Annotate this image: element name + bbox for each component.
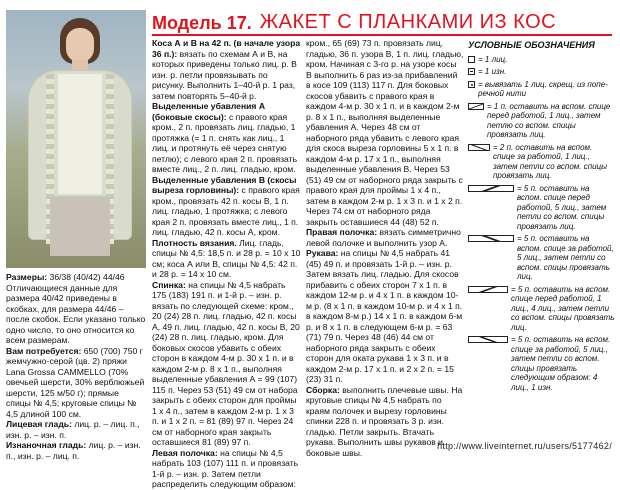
cable-2-1-back-symbol-icon <box>468 144 490 151</box>
materials-paragraph <box>6 346 146 420</box>
cable-1-1-front-symbol-icon <box>468 103 484 110</box>
column-instructions-1 <box>152 38 302 490</box>
right-front-paragraph <box>306 227 464 248</box>
column-instructions-2 <box>306 38 464 458</box>
left-front-continued: кром., 65 (69) 73 п. провязать лиц. гладью, 36 п. узора В, 1 п. лиц. гладью, кром. Начиная с 3-го р. на узоре косы В выполнить 6 раз из-за прибавлений в косе 109 (113) 117 п. Для боковых скосов убавить с правого края в каждом 4-м р. 30 х 1 п. и в каждом 2-м р. 8 х 1 п., выполняя выделенные убавления А. Через 48 см от наборного ряда убавить с левого края для скоса выреза горловины 5 х 1 п. в каждом 4-м р. 17 х 1 п., выполняя выделенные убавления В. Через 53 (51) 49 см от наборного ряда закрыть с правого края для проймы 1 х 4 п., затем в каждом 2-м р. 1 х 3 п. и 1 х 2 п. Через 74 см от наборного ряда закрыть оставшиеся 44 (48) 52 п. <box>306 38 464 227</box>
legend-text: = 1 лиц. <box>478 54 508 64</box>
face-stitch-text: лиц. р. – лиц. п., изн. р. – изн. п. <box>6 419 140 440</box>
materials-label: Вам потребуется: <box>6 345 82 356</box>
decrease-b-paragraph <box>152 175 302 238</box>
legend-title: УСЛОВНЫЕ ОБОЗНАЧЕНИЯ <box>468 40 595 50</box>
right-front-text: вязать симметрично левой полочке и выполнить узор А. <box>306 227 461 248</box>
sizes-note: Отличающиеся данные для размера 40/42 приведены в скобках, для размера 44/46 – после скобок. Если указано только одно число, то оно относится ко всем размерам. <box>6 282 146 345</box>
model-number: Модель 17. <box>152 13 252 33</box>
left-front-text: на спицы № 4,5 набрать 103 (107) 111 п. и провязать 1-й р. – изн. р. Затем петли распределить следующим образом: <box>152 447 299 489</box>
sleeve-paragraph <box>306 248 464 385</box>
legend-item <box>468 285 616 333</box>
purl-stitch-label: Изнаночная гладь: <box>6 440 87 450</box>
assembly-text: выполнить плечевые швы. На круговые спицы № 4,5 набрать по краям полочек и вырезу горловины спинки 228 п. и провязать 3 р. изн. гладью. Петли закрыть. Втачать рукава. Выполнить швы рукавов и боковые швы. <box>306 384 463 458</box>
gauge-text: Лиц. гладь, спицы № 4,5: 18,5 п. и 28 р. = 10 х 10 см; коса А или В, спицы № 4,5: 42 п. и 28 р. = 14 х 10 см. <box>152 237 301 279</box>
cable-paragraph <box>152 38 302 101</box>
legend-item <box>468 335 616 392</box>
decrease-b-label: Выделенные убавления В (скосы выреза горловины): <box>152 174 297 195</box>
face-stitch-paragraph <box>6 419 146 440</box>
back-paragraph <box>152 280 302 448</box>
source-url: http://www.liveinternet.ru/users/5177462/ <box>437 441 612 451</box>
legend-item <box>468 55 616 65</box>
legend-text: = вывязать 1 лиц. скрещ. из поперечной нити <box>478 79 608 98</box>
legend-text: = 5 п. оставить на вспом. спице за работой, 5 лиц., затем петли со вспом. спицы провязать следующим образом: 4 лиц., 1 изн. <box>511 335 611 392</box>
photo-top <box>58 74 102 194</box>
cable-5-5-back-symbol-icon <box>468 235 514 242</box>
model-name: ЖАКЕТ С ПЛАНКАМИ ИЗ КОС <box>259 11 557 33</box>
cable-5-1-4-front-symbol-icon <box>468 286 508 293</box>
legend <box>468 40 616 395</box>
model-photo <box>6 10 146 268</box>
photo-skirt <box>50 196 110 256</box>
legend-text: = 5 п. оставить на вспом. спице перед работой, 5 лиц., затем петли со вспом. спицы провязать лиц. <box>517 183 607 231</box>
decrease-a-text: с правого края кром., 2 п. провязать лиц. гладью, 1 протяжка (= 1 п. снять как лиц., 1 лиц. и протянуть её через снятую петлю); с левого края 2 п. провязать вместе лиц., 2 п. лиц. гладью, кром. <box>152 111 298 174</box>
legend-text: = 2 п. оставить на вспом. спице за работой, 1 лиц., затем петли со вспом. спицы провязать лиц. <box>493 142 608 180</box>
materials-text: 650 (700) 750 г жемчужно-серой (цв. 2) пряжи Lana Grossa CAMMELLO (70% овечьей шерсти, 30% верблюжьей шерсти, 125 м/50 г); прямые спицы № 4,5; круговые спицы № 4,5 длиной 100 см. <box>6 345 145 419</box>
right-front-label: Правая полочка: <box>306 227 378 237</box>
assembly-label: Сборка: <box>306 384 340 395</box>
decrease-a-paragraph <box>152 101 302 175</box>
purl-symbol-icon <box>468 68 475 75</box>
decrease-b-text: с правого края кром., провязать 42 п. косы В, 1 п. лиц. гладью, 1 протяжка; с левого края 2 п. провязать вместе лиц., 1 п. лиц. гладью, 42 п. косы А, кром. <box>152 185 300 237</box>
gauge-paragraph <box>152 238 302 280</box>
legend-item <box>468 102 616 140</box>
cable-text: вязать по схемам А и В, на которых приведены только лиц. р. В изн. р. петли провязывать по рисунку. Выполнить 1–40-й р. 1 раз, затем повторять 5–40-й р. <box>152 48 297 101</box>
sizes-paragraph <box>6 272 146 283</box>
legend-item <box>468 184 616 232</box>
sizes-label: Размеры: <box>6 272 48 282</box>
left-front-label: Левая полочка: <box>152 447 218 458</box>
legend-item <box>468 67 616 77</box>
photo-face <box>66 28 94 62</box>
cable-label: Коса А и В на 42 п. (в начале узора 36 п.): <box>152 38 301 59</box>
knit-symbol-icon <box>468 56 475 63</box>
page-title <box>152 8 612 36</box>
sizes-text: 36/38 (40/42) 44/46 <box>47 272 125 282</box>
legend-text: = 5 п. оставить на вспом. спице перед работой, 1 лиц., 4 лиц., затем петли со вспом. спицы провязать лиц. <box>511 284 615 332</box>
legend-text: = 1 изн. <box>478 67 507 76</box>
back-label: Спинка: <box>152 279 186 290</box>
sleeve-label: Рукава: <box>306 248 339 258</box>
column-sizes <box>6 272 146 461</box>
face-stitch-label: Лицевая гладь: <box>6 419 72 429</box>
purl-stitch-text: лиц. р. – изн. п., изн. р. – лиц. п. <box>6 440 141 461</box>
sleeve-text: на спицы № 4,5 набрать 41 (45) 49 п. и провязать 1-й р. – изн. р. Затем вязать лиц. гладью. Для скосов прибавить с обеих сторон 7 х 1 п. в каждом 12-м р. и 4 х 1 п. в каждом 10-м р. (8 х 1 п. в каждом 10-м р. и 4 х 1 п. в каждом 8-м р.) 14 х 1 п. в каждом 6-м р. и 8 х 1 п. в следующем 6-м р. = 63 (71) 79 п. Через 48 (46) 44 см от наборного ряда закрыть с обеих сторон для оката рукава 1 х 3 п. и в каждом 2-м р. 17 х 1 п. и 2 х 2 п. = 15 (23) 31 п. <box>306 248 463 384</box>
cable-5-5-front-symbol-icon <box>468 185 514 192</box>
legend-item <box>468 143 616 181</box>
legend-item <box>468 234 616 282</box>
cable-5-4-1-back-symbol-icon <box>468 336 508 343</box>
back-text: на спицы № 4,5 набрать 175 (183) 191 п. и 1-й р. – изн. р. вязать по следующей схеме: кром., 20 (24) 28 п. лиц. гладью, 42 п. косы А, 49 п. лиц. гладью, 42 п. косы В, 20 (24) 28 п. лиц. гладью, кром. Для боковых скосов убавить с обеих сторон в каждом 4-м р. 30 х 1 п. и в каждом 2-м р. 8 х 1 п., выполняя выделенные убавления А = 99 (107) 115 п. Через 53 (51) 49 см от набора закрыть с обеих сторон для проймы 1 х 4 п., затем в каждом 2-м р. 1 х 3 п. и 1 х 2 п. = 81 (89) 97 п. Через 24 см от наборного края закрыть оставшиеся 81 (89) 97 п. <box>152 279 300 447</box>
decrease-a-label: Выделенные убавления А (боковые скосы): <box>152 101 266 122</box>
purl-stitch-paragraph <box>6 440 146 461</box>
twisted-knit-symbol-icon <box>468 81 475 88</box>
legend-text: = 1 п. оставить на вспом. спице перед работой, 1 лиц., затем петлю со вспом. спицы провязать лиц. <box>487 101 611 139</box>
legend-text: = 5 п. оставить на вспом. спице за работой, 5 лиц., затем петли со вспом. спицы провязать лиц. <box>517 234 614 281</box>
legend-item <box>468 80 616 99</box>
left-front-paragraph <box>152 448 302 490</box>
gauge-label: Плотность вязания. <box>152 237 237 248</box>
